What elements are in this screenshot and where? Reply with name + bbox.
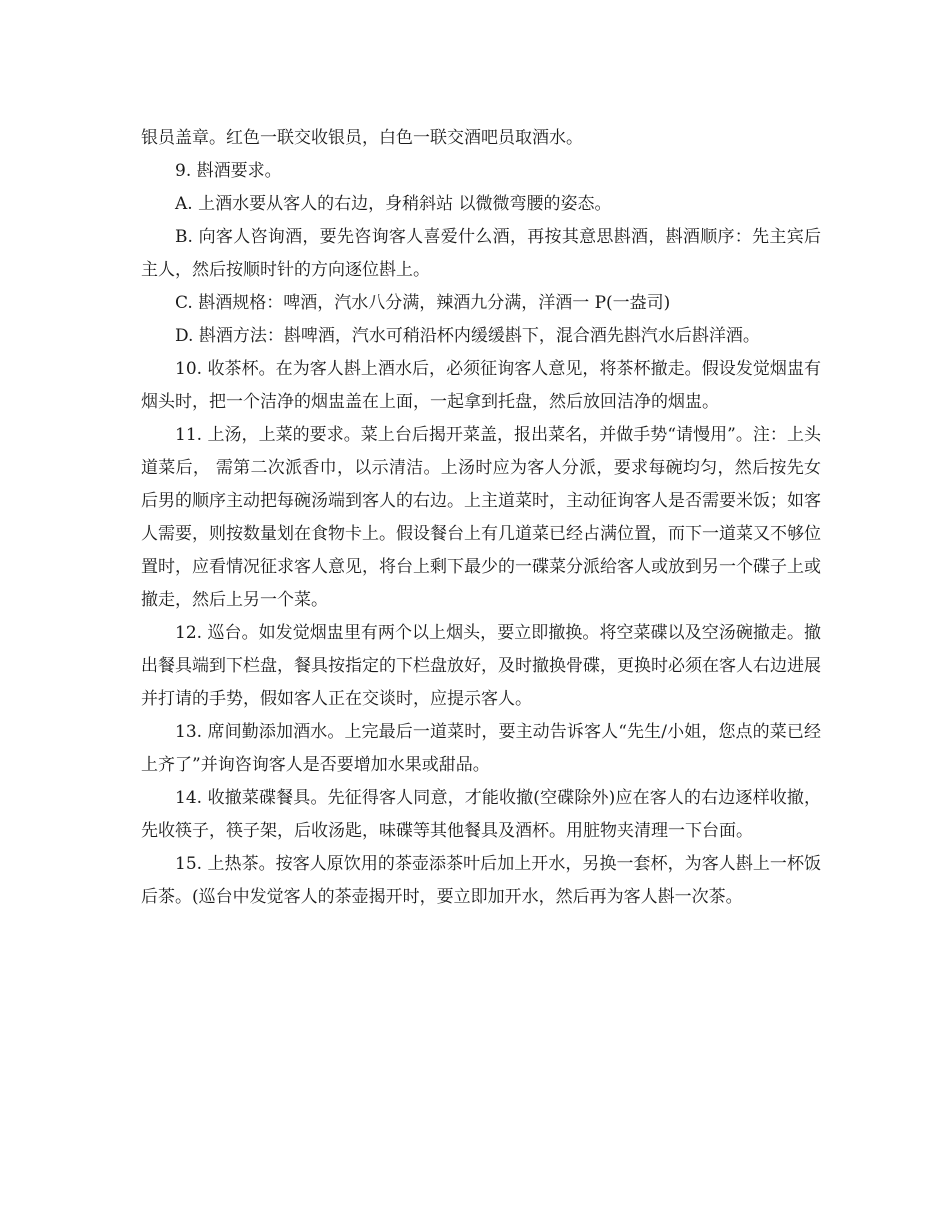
paragraph-pouring-a: A. 上酒水要从客人的右边，身稍斜站 以微微弯腰的姿态。: [175, 194, 612, 214]
paragraph-pouring-requirements: 9. 斟酒要求。: [175, 161, 282, 181]
paragraph-continuation: 银员盖章。红色一联交收银员，白色一联交酒吧员取酒水。: [141, 128, 583, 148]
paragraph-pouring-b: B. 向客人咨询酒，要先咨询客人喜爱什么酒，再按其意思斟酒，斟酒顺序：先主宾后主人，然后按顺时针的方向逐位斟上。: [141, 227, 821, 280]
paragraph-refill-drinks: 13. 席间勤添加酒水。上完最后一道菜时，要主动告诉客人“先生/小姐，您点的菜已经上齐了”并询咨询客人是否要增加水果或甜品。: [141, 722, 821, 775]
paragraph-hot-tea: 15. 上热茶。按客人原饮用的茶壶添茶叶后加上开水，另换一套杯，为客人斟上一杯饭后茶。(巡台中发觉客人的茶壶揭开时，要立即加开水，然后再为客人斟一次茶。: [141, 854, 821, 907]
paragraph-clear-tableware: 14. 收撤菜碟餐具。先征得客人同意，才能收撤(空碟除外)应在客人的右边逐样收撤，先收筷子，筷子架，后收汤匙，味碟等其他餐具及酒杯。用脏物夹清理一下台面。: [141, 788, 821, 841]
paragraph-pouring-c: C. 斟酒规格：啤酒，汽水八分满，辣酒九分满，洋酒一 P(一盎司): [175, 293, 671, 313]
paragraph-pouring-d: D. 斟酒方法：斟啤酒，汽水可稍沿杯内缓缓斟下，混合酒先斟汽水后斟洋酒。: [175, 326, 760, 346]
paragraph-serving-dishes: 11. 上汤，上菜的要求。菜上台后揭开菜盖，报出菜名，并做手势“请慢用”。注：上头道菜后， 需第二次派香巾，以示清洁。上汤时应为客人分派，要求每碗均匀，然后按先女后男的顺序主动把每碗汤端到客人的右边。上主道菜时，主动征询客人是否需要米饭；如客人需要，则按数量划在食物卡上。假设餐台上有几道菜已经占满位置，而下一道菜又不够位置时，应看情况征求客人意见，将台上剩下最少的一碟菜分派给客人或放到另一个碟子上或撤走，然后上另一个菜。: [141, 425, 821, 610]
paragraph-table-patrol: 12. 巡台。如发觉烟盅里有两个以上烟头，要立即撤换。将空菜碟以及空汤碗撤走。撤出餐具端到下栏盘，餐具按指定的下栏盘放好，及时撤换骨碟，更换时必须在客人右边进展并打请的手势，假如客人正在交谈时，应提示客人。: [141, 623, 821, 709]
document-page: [141, 122, 821, 914]
paragraph-collect-teacups: 10. 收茶杯。在为客人斟上酒水后，必须征询客人意见，将茶杯撤走。假设发觉烟盅有烟头时，把一个洁净的烟盅盖在上面，一起拿到托盘，然后放回洁净的烟盅。: [141, 359, 821, 412]
